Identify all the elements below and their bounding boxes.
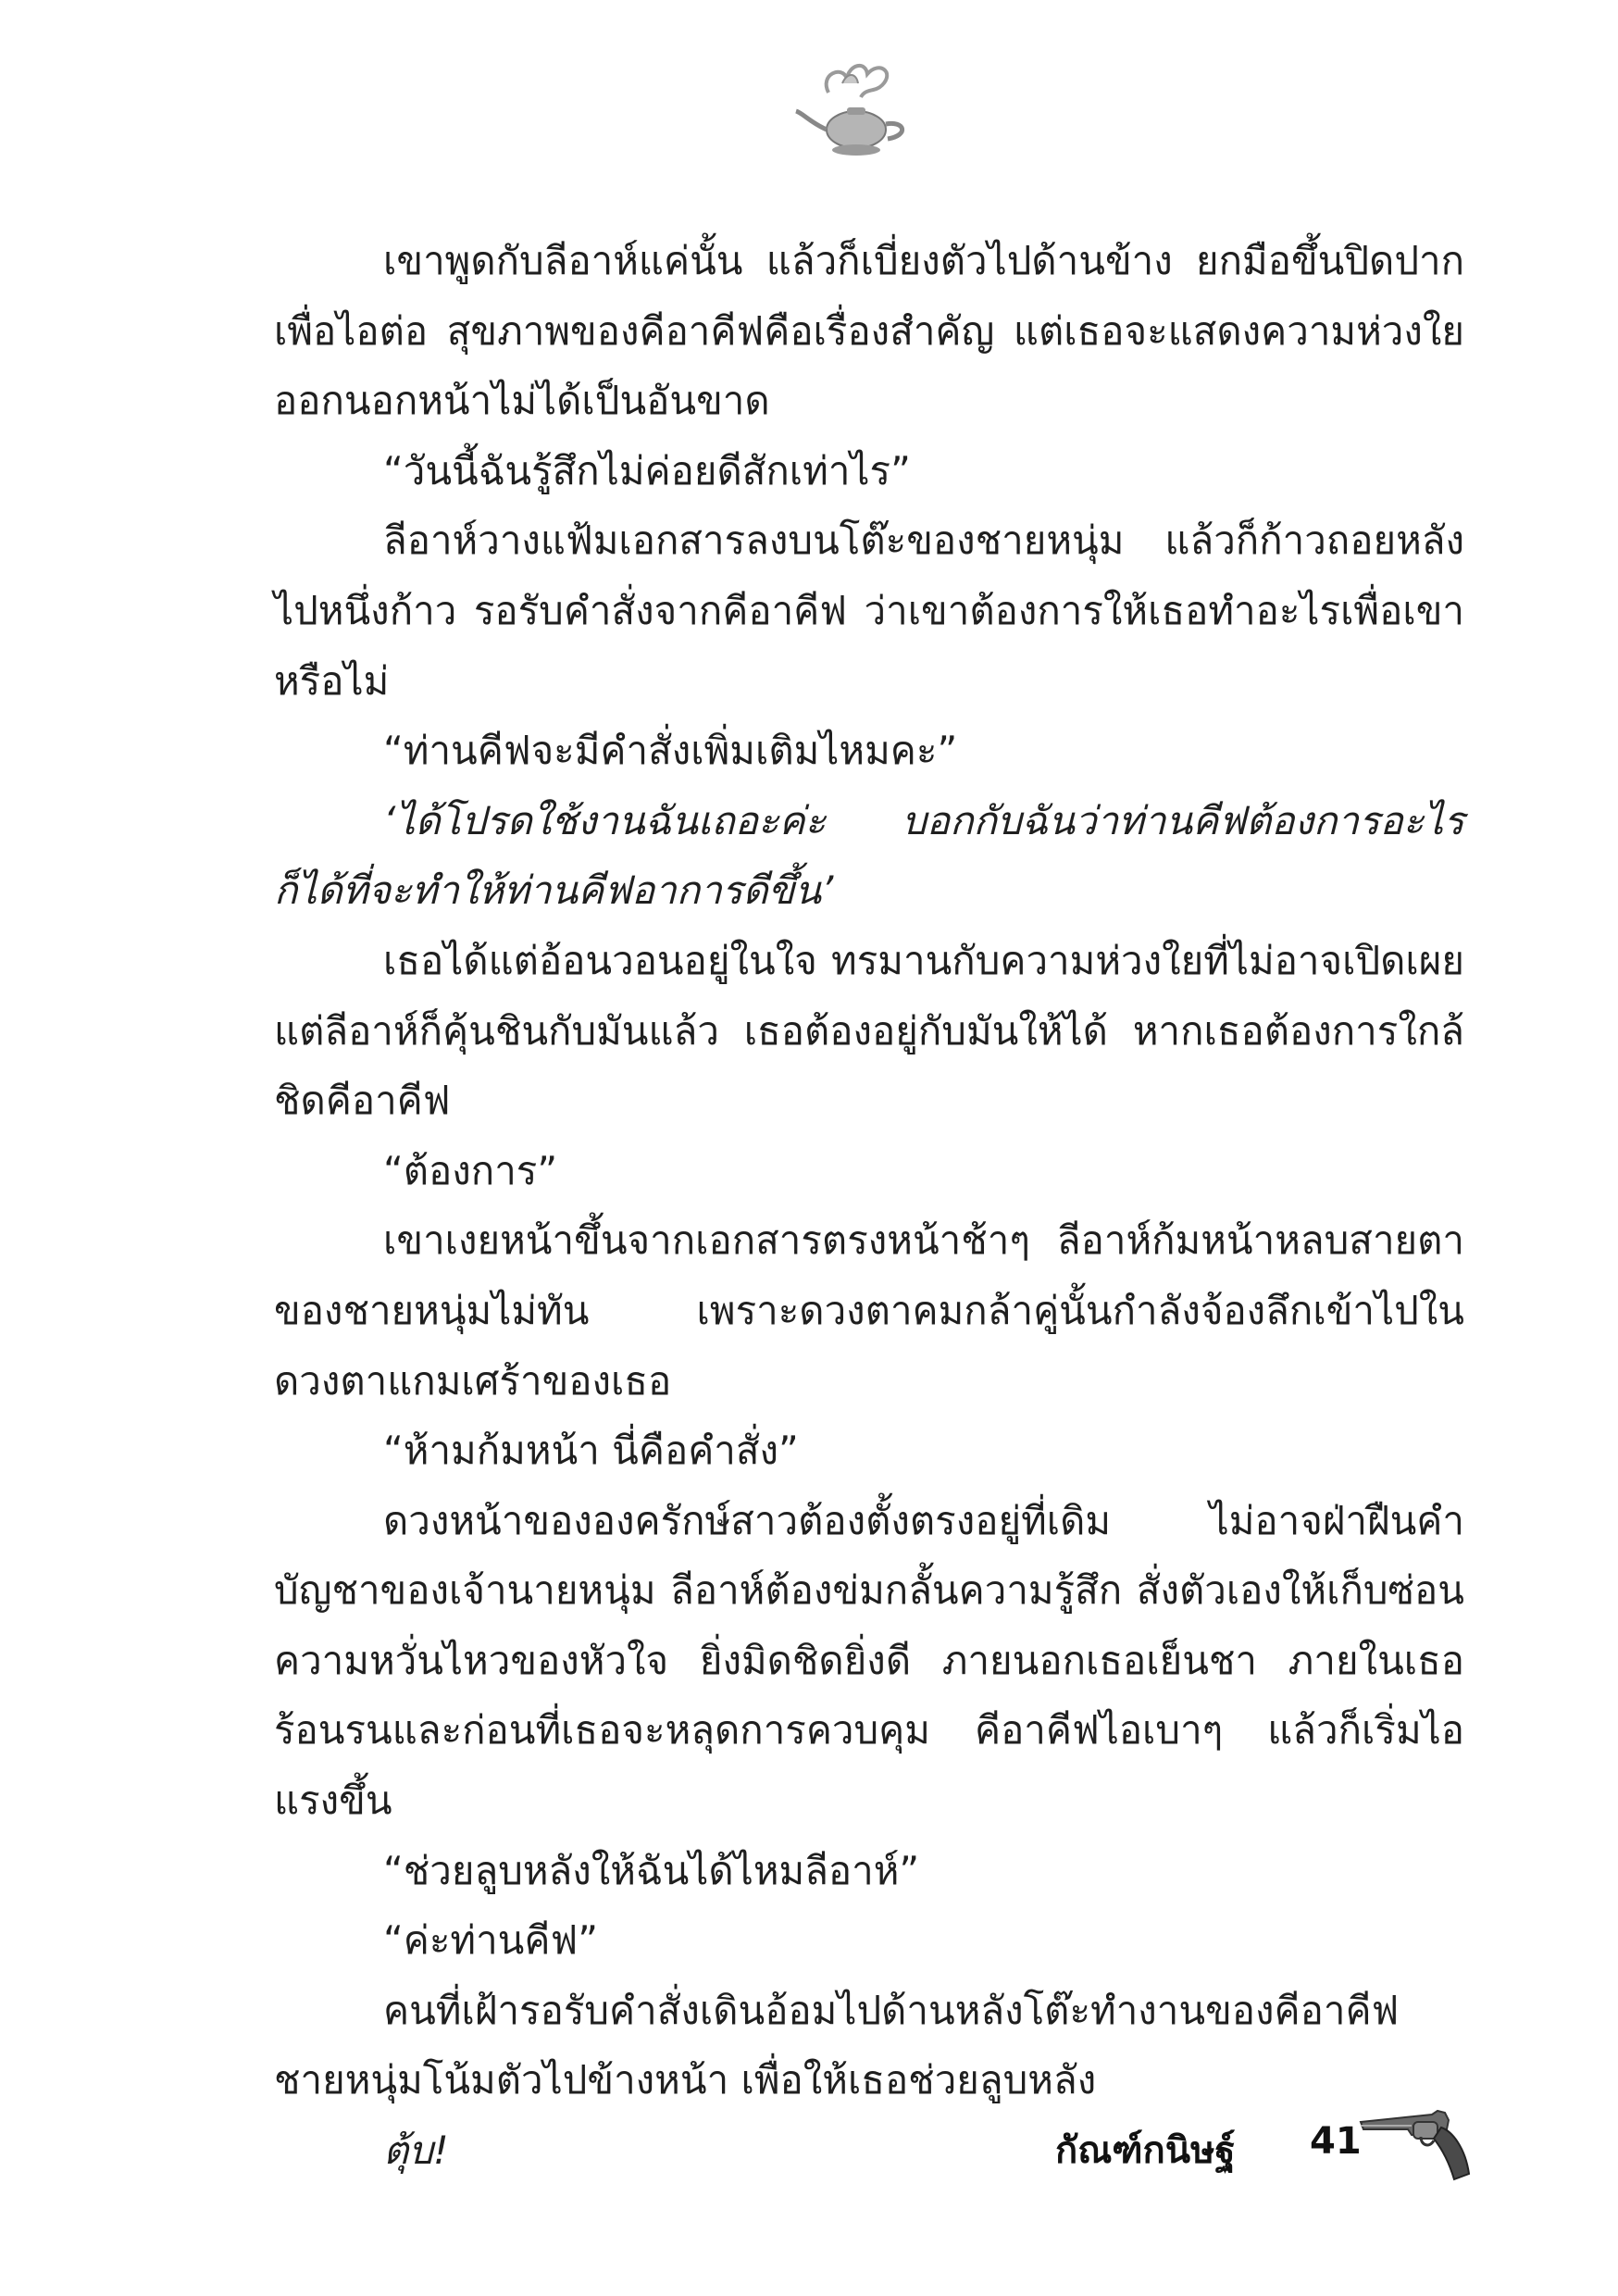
paragraph: “ช่วยลูบหลังให้ฉันได้ไหมลีอาห์” — [383, 1847, 920, 1893]
paragraph: เขาเงยหน้าขึ้นจากเอกสารตรงหน้าช้าๆ ลีอาห์ก้มหน้าหลบสายตาของชายหนุ่มไม่ทัน เพราะดวงตาคมกล้าคู่นั้นกำลังจ้องลึกเข้าไปในดวงตาแกมเศร้าของเธอ — [274, 1217, 1464, 1404]
paragraph: เธอได้แต่อ้อนวอนอยู่ในใจ ทรมานกับความห่วงใยที่ไม่อาจเปิดเผยแต่ลีอาห์ก็คุ้นชินกับมันแล้ว เธอต้องอยู่กับมันให้ได้ หากเธอต้องการใกล้ชิดคีอาคีฟ — [274, 937, 1464, 1124]
paragraph: ตุ้บ! — [383, 2128, 449, 2174]
teapot-ornament-icon — [791, 56, 921, 167]
paragraph: “ค่ะท่านคีฟ” — [383, 1917, 598, 1964]
paragraph: “วันนี้ฉันรู้สึกไม่ค่อยดีสักเท่าไร” — [383, 447, 911, 493]
revolver-icon — [1356, 2102, 1481, 2185]
paragraph: ‘ได้โปรดใช้งานฉันเถอะค่ะ บอกกับฉันว่าท่านคีฟต้องการอะไรก็ได้ที่จะทำให้ท่านคีฟอาการดีขึ้น’ — [274, 797, 1464, 914]
paragraph: “ห้ามก้มหน้า นี่คือคำสั่ง” — [383, 1428, 799, 1474]
page-number: 41 — [1310, 2120, 1362, 2163]
paragraph: “ท่านคีฟจะมีคำสั่งเพิ่มเติมไหมคะ” — [383, 728, 958, 774]
book-title: กัณฑ์กนิษฐ์ — [1055, 2129, 1236, 2172]
paragraph: เขาพูดกับลีอาห์แค่นั้น แล้วก็เบี่ยงตัวไปด้านข้าง ยกมือขึ้นปิดปากเพื่อไอต่อ สุขภาพของคีอาคีฟคือเรื่องสำคัญ แต่เธอจะแสดงความห่วงใยออกนอกหน้าไม่ได้เป็นอันขาด — [274, 238, 1464, 424]
page-footer — [1055, 2092, 1481, 2194]
body-text — [274, 226, 1464, 2186]
paragraph: ดวงหน้าขององครักษ์สาวต้องตั้งตรงอยู่ที่เดิม ไม่อาจฝ่าฝืนคำบัญชาของเจ้านายหนุ่ม ลีอาห์ต้องข่มกลั้นความรู้สึก สั่งตัวเองให้เก็บซ่อนความหวั่นไหวของหัวใจ ยิ่งมิดชิดยิ่งดี ภายนอกเธอเย็นชา ภายในเธอร้อนรนและก่อนที่เธอจะหลุดการควบคุม คีอาคีฟไอเบาๆ แล้วก็เริ่มไอแรงขึ้น — [274, 1497, 1464, 1824]
paragraph: คนที่เฝ้ารอรับคำสั่งเดินอ้อมไปด้านหลังโต๊ะทำงานของคีอาคีฟชายหนุ่มโน้มตัวไปข้างหน้า เพื่อให้เธอช่วยลูบหลัง — [274, 1987, 1400, 2103]
paragraph: ลีอาห์วางแฟ้มเอกสารลงบนโต๊ะของชายหนุ่ม แล้วก็ก้าวถอยหลังไปหนึ่งก้าว รอรับคำสั่งจากคีอาคีฟ ว่าเขาต้องการให้เธอทำอะไรเพื่อเขาหรือไม่ — [274, 518, 1464, 704]
paragraph: “ต้องการ” — [383, 1147, 558, 1193]
